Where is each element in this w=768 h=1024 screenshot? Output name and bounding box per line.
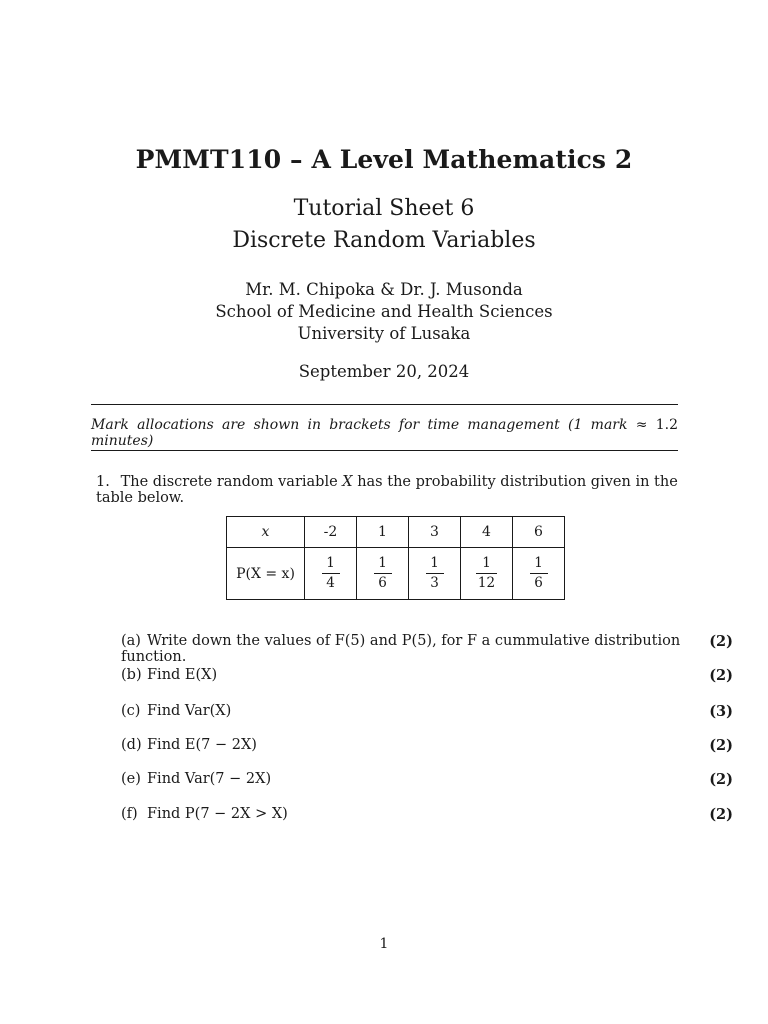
fraction bbox=[322, 554, 340, 591]
part-marks: (2) bbox=[709, 667, 733, 684]
part-marks: (2) bbox=[709, 806, 733, 823]
fraction-denominator: 12 bbox=[477, 575, 496, 591]
part-text: Find Var(X) bbox=[147, 703, 232, 719]
table-cell-x: 6 bbox=[513, 517, 565, 548]
fraction bbox=[530, 554, 548, 591]
school-name: School of Medicine and Health Sciences bbox=[215, 302, 553, 321]
table-cell-x: 1 bbox=[357, 517, 409, 548]
fraction-numerator: 1 bbox=[534, 554, 543, 571]
question-part-e bbox=[121, 771, 733, 791]
university-name: University of Lusaka bbox=[297, 324, 471, 343]
part-marks: (3) bbox=[709, 703, 733, 720]
fraction-numerator: 1 bbox=[430, 554, 439, 571]
part-marks: (2) bbox=[709, 633, 733, 650]
part-label: (d) bbox=[121, 737, 142, 753]
mark-allocation-note bbox=[91, 417, 678, 449]
part-marks: (2) bbox=[709, 771, 733, 788]
bottom-rule bbox=[91, 450, 678, 451]
part-label: (b) bbox=[121, 667, 142, 683]
table-cell-x: -2 bbox=[305, 517, 357, 548]
fraction bbox=[426, 554, 444, 591]
table-cell-probability bbox=[409, 548, 461, 600]
mark-note-value: 1.2 bbox=[655, 417, 679, 433]
fraction-denominator: 4 bbox=[322, 573, 340, 591]
top-rule bbox=[91, 404, 678, 405]
question-part-f bbox=[121, 806, 733, 826]
table-row-probability bbox=[227, 548, 565, 600]
question-text-before: The discrete random variable bbox=[120, 474, 343, 490]
part-label: (a) bbox=[121, 633, 141, 649]
question-part-a bbox=[121, 633, 733, 665]
approx-symbol: ≈ bbox=[635, 417, 648, 433]
document-title: PMMT110 – A Level Mathematics 2 bbox=[135, 145, 633, 174]
fraction bbox=[374, 554, 392, 591]
page-number: 1 bbox=[379, 936, 389, 952]
table-cell-probability bbox=[513, 548, 565, 600]
fraction-numerator: 1 bbox=[378, 554, 387, 571]
part-text: Find P(7 − 2X > X) bbox=[147, 806, 288, 822]
fraction bbox=[476, 554, 497, 591]
table-cell-probability bbox=[461, 548, 513, 600]
fraction-numerator: 1 bbox=[482, 554, 491, 571]
document-date: September 20, 2024 bbox=[298, 362, 470, 381]
fraction-denominator: 3 bbox=[426, 573, 444, 591]
sheet-topic: Discrete Random Variables bbox=[232, 228, 536, 253]
probability-distribution-table bbox=[226, 516, 565, 600]
table-header-x: x bbox=[227, 517, 305, 548]
authors: Mr. M. Chipoka & Dr. J. Musonda bbox=[245, 280, 523, 299]
part-text: Find Var(7 − 2X) bbox=[147, 771, 272, 787]
mark-note-prefix: Mark allocations are shown in brackets for time management (1 mark bbox=[91, 417, 636, 433]
part-text: Find E(7 − 2X) bbox=[147, 737, 257, 753]
question-part-c bbox=[121, 703, 733, 723]
part-text: Find E(X) bbox=[147, 667, 218, 683]
mark-note-suffix: minutes) bbox=[91, 433, 154, 449]
fraction-denominator: 6 bbox=[530, 573, 548, 591]
part-label: (e) bbox=[121, 771, 141, 787]
table-header-probability: P(X = x) bbox=[227, 548, 305, 600]
question-part-d bbox=[121, 737, 733, 757]
table-cell-x: 4 bbox=[461, 517, 513, 548]
question-variable: X bbox=[342, 474, 353, 490]
fraction-denominator: 6 bbox=[374, 573, 392, 591]
table-cell-x: 3 bbox=[409, 517, 461, 548]
part-label: (c) bbox=[121, 703, 141, 719]
question-text-after: has the probability distribution given in the table below. bbox=[96, 474, 678, 506]
question-1 bbox=[96, 474, 696, 506]
table-cell-probability bbox=[357, 548, 409, 600]
question-number: 1. bbox=[96, 474, 110, 490]
table-cell-probability bbox=[305, 548, 357, 600]
table-row-x bbox=[227, 517, 565, 548]
part-label: (f) bbox=[121, 806, 138, 822]
fraction-numerator: 1 bbox=[326, 554, 335, 571]
sheet-number: Tutorial Sheet 6 bbox=[293, 196, 475, 221]
part-marks: (2) bbox=[709, 737, 733, 754]
part-text: Write down the values of F(5) and P(5), for F a cummulative distribution function. bbox=[121, 633, 681, 665]
question-part-b bbox=[121, 667, 733, 687]
